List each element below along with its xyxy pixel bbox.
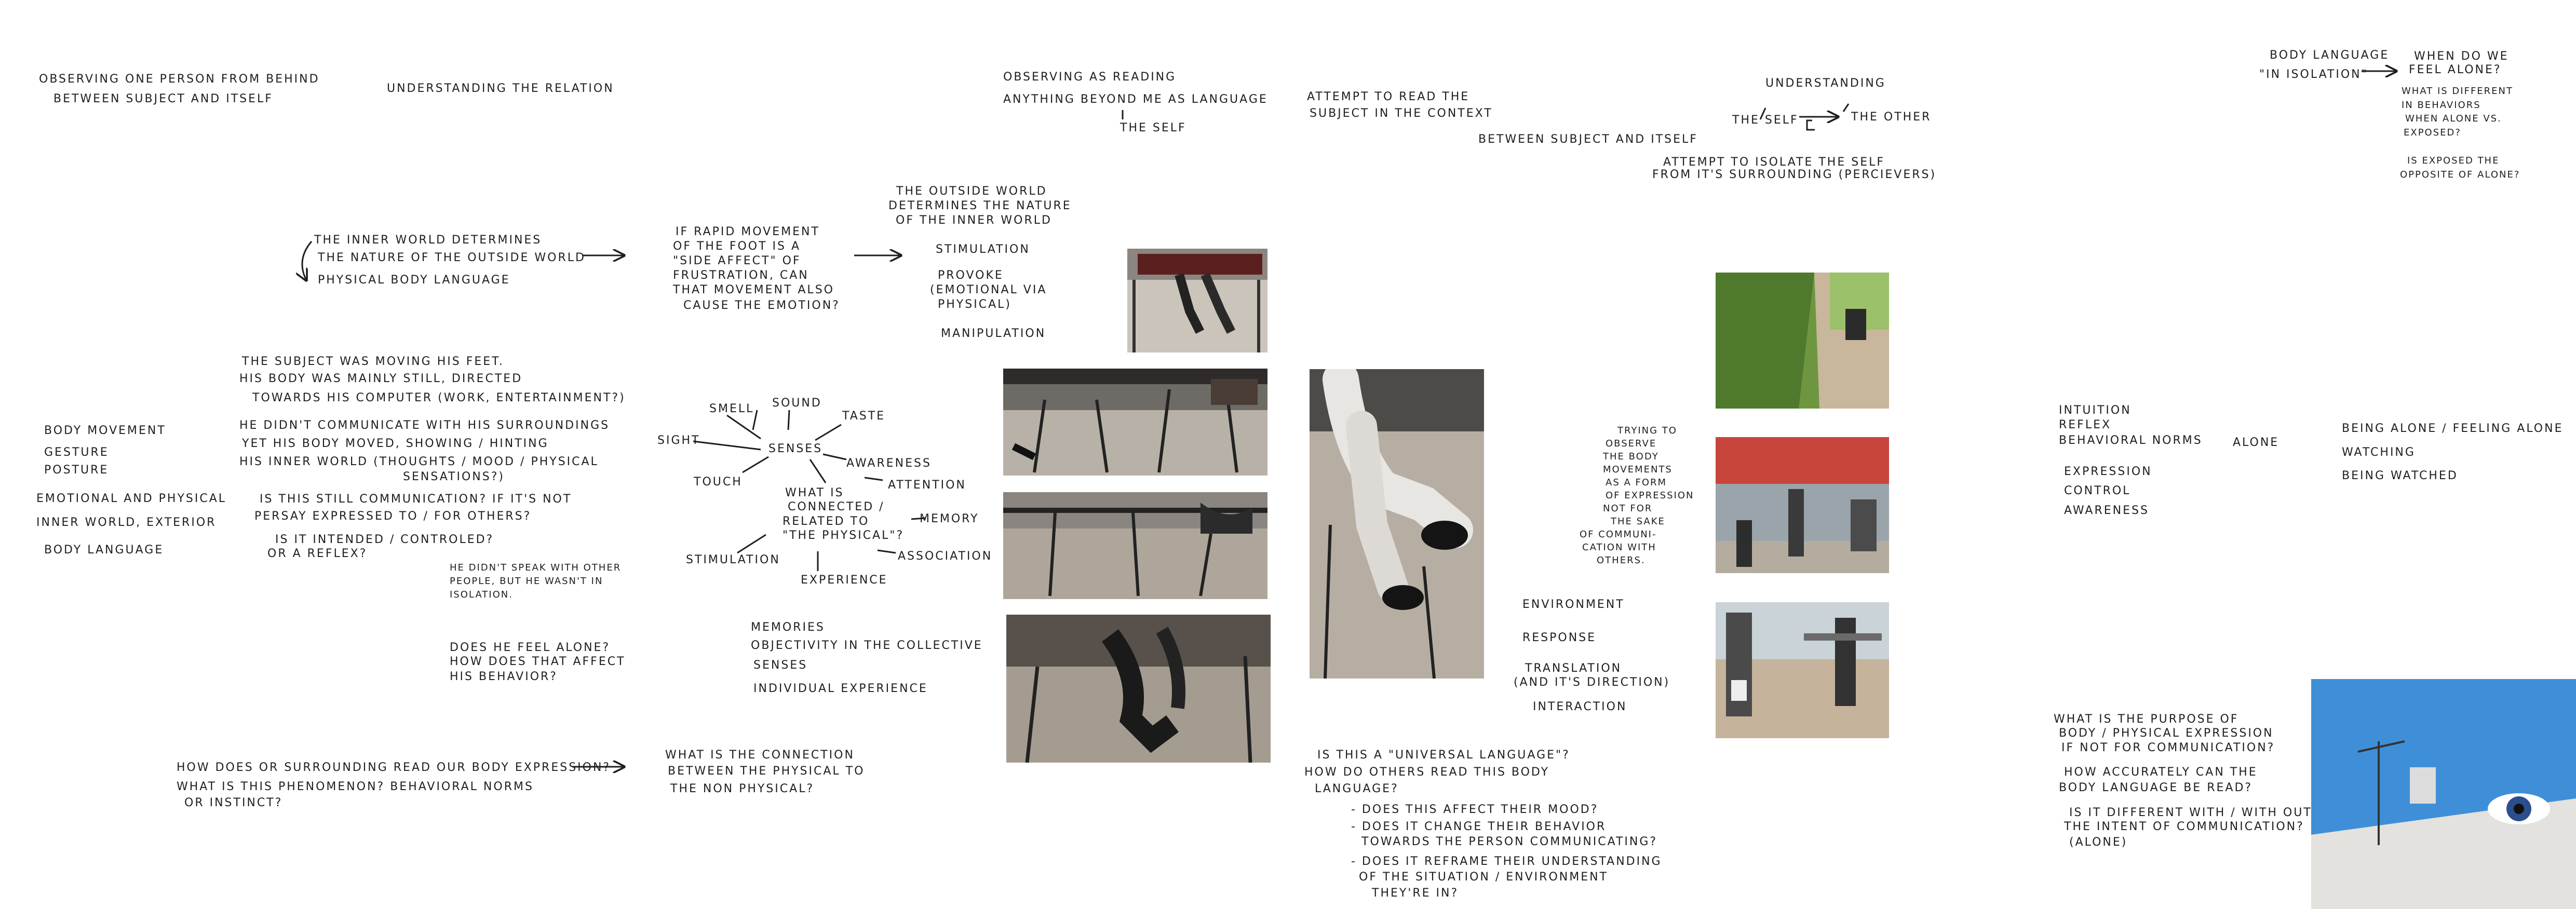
note-change-behavior-1: - DOES IT CHANGE THEIR BEHAVIOR xyxy=(1351,820,1607,833)
note-accurately-2: BODY LANGUAGE BE READ? xyxy=(2059,781,2253,794)
note-emotional-physical: EMOTIONAL AND PHYSICAL xyxy=(36,492,227,505)
photo-table-legs-1 xyxy=(1003,369,1267,476)
note-trying-5: AS A FORM xyxy=(1606,477,1667,488)
web-association: ASSOCIATION xyxy=(898,550,993,563)
note-between-subject-itself-1: BETWEEN SUBJECT AND ITSELF xyxy=(53,92,273,105)
note-manipulation: MANIPULATION xyxy=(941,327,1046,340)
note-being-watched: BEING WATCHED xyxy=(2342,469,2458,482)
note-didnt-speak-3: ISOLATION. xyxy=(450,589,513,600)
note-subject-moving-3: TOWARDS HIS COMPUTER (WORK, ENTERTAINMENT?) xyxy=(252,391,626,404)
note-intended-1: IS IT INTENDED / CONTROLED? xyxy=(275,533,494,546)
note-attempt-isolate-1: ATTEMPT TO ISOLATE THE SELF xyxy=(1663,156,1885,169)
note-didnt-comm-3: HIS INNER WORLD (THOUGHTS / MOOD / PHYSICAL xyxy=(239,455,599,468)
note-observing-as-reading: OBSERVING AS READING xyxy=(1003,71,1177,84)
note-change-behavior-2: TOWARDS THE PERSON COMMUNICATING? xyxy=(1361,835,1658,848)
note-trying-6: OF EXPRESSION xyxy=(1606,490,1694,501)
note-what-different-2: IN BEHAVIORS xyxy=(2402,100,2481,111)
note-feel-alone-1: DOES HE FEEL ALONE? xyxy=(450,641,611,654)
photo-foot-on-chair xyxy=(1006,615,1271,763)
web-what-connected-1: WHAT IS xyxy=(785,486,844,499)
note-feel-alone-3: HIS BEHAVIOR? xyxy=(450,670,558,683)
note-how-surrounding-1: HOW DOES OR SURROUNDING READ OUR BODY EXPRESSION? xyxy=(177,761,611,774)
note-what-connection-2: BETWEEN THE PHYSICAL TO xyxy=(668,765,865,778)
note-rapid-3: "SIDE AFFECT" OF xyxy=(673,254,801,267)
note-rapid-6: CAUSE THE EMOTION? xyxy=(683,299,840,312)
note-behavioral-norms: BEHAVIORAL NORMS xyxy=(2059,434,2203,447)
note-objectivity: OBJECTIVITY IN THE COLLECTIVE xyxy=(751,639,983,652)
web-stimulation: STIMULATION xyxy=(686,553,780,566)
note-purpose-1: WHAT IS THE PURPOSE OF xyxy=(2054,713,2239,726)
note-what-connection-1: WHAT IS THE CONNECTION xyxy=(665,749,855,762)
note-senses-list: SENSES xyxy=(753,659,808,672)
note-body-language-left: BODY LANGUAGE xyxy=(44,544,164,557)
note-accurately-1: HOW ACCURATELY CAN THE xyxy=(2064,766,2258,779)
note-reframe-2: OF THE SITUATION / ENVIRONMENT xyxy=(1359,871,1609,884)
note-what-different-3: WHEN ALONE VS. xyxy=(2405,113,2502,124)
note-outside-world-2: DETERMINES THE NATURE xyxy=(888,199,1072,212)
note-affect-mood: - DOES THIS AFFECT THEIR MOOD? xyxy=(1351,803,1599,816)
note-still-comm-2: PERSAY EXPRESSED TO / FOR OTHERS? xyxy=(254,510,532,523)
note-how-surrounding-2: WHAT IS THIS PHENOMENON? BEHAVIORAL NORMS xyxy=(177,780,534,793)
note-didnt-speak-1: HE DIDN'T SPEAK WITH OTHER xyxy=(450,562,622,573)
note-the-self-top: THE SELF xyxy=(1120,121,1186,134)
note-understanding: UNDERSTANDING xyxy=(1765,77,1886,90)
note-stimulation-list: STIMULATION xyxy=(936,243,1030,256)
note-physical-body-language: PHYSICAL BODY LANGUAGE xyxy=(318,274,510,287)
note-didnt-comm-2: YET HIS BODY MOVED, SHOWING / HINTING xyxy=(242,437,549,450)
note-intended-2: OR A REFLEX? xyxy=(267,547,368,560)
note-trying-10: CATION WITH xyxy=(1582,542,1656,553)
photo-feet-under-desk xyxy=(1127,249,1267,352)
note-alone: ALONE xyxy=(2233,436,2280,449)
note-expression: EXPRESSION xyxy=(2064,465,2152,478)
note-outside-world-3: OF THE INNER WORLD xyxy=(896,214,1052,227)
note-purpose-2: BODY / PHYSICAL EXPRESSION xyxy=(2059,727,2274,740)
web-memory: MEMORY xyxy=(920,512,979,525)
note-control: CONTROL xyxy=(2064,484,2131,497)
note-body-movement: BODY MOVEMENT xyxy=(44,424,166,437)
note-the-other: THE OTHER xyxy=(1851,111,1932,124)
note-gesture: GESTURE xyxy=(44,446,109,459)
note-trying-7: NOT FOR xyxy=(1603,503,1653,514)
note-translation-2: (AND IT'S DIRECTION) xyxy=(1514,676,1670,689)
note-rapid-1: IF RAPID MOVEMENT xyxy=(676,225,820,238)
web-sight: SIGHT xyxy=(657,434,700,447)
web-attention: ATTENTION xyxy=(888,479,966,492)
web-what-connected-3: RELATED TO xyxy=(783,515,870,528)
web-smell: SMELL xyxy=(709,402,754,415)
note-awareness-right: AWARENESS xyxy=(2064,504,2149,517)
note-how-surrounding-3: OR INSTINCT? xyxy=(184,796,283,809)
note-understanding-relation: UNDERSTANDING THE RELATION xyxy=(387,82,614,95)
note-when-alone-1: WHEN DO WE xyxy=(2414,50,2509,63)
note-provoke-3: PHYSICAL) xyxy=(938,298,1011,311)
photo-sky-eye-mural xyxy=(2311,679,2576,909)
note-being-alone: BEING ALONE / FEELING ALONE xyxy=(2342,422,2564,435)
note-inner-world-1: THE INNER WORLD DETERMINES xyxy=(314,234,542,247)
note-provoke-2: (EMOTIONAL VIA xyxy=(930,283,1047,296)
note-purpose-3: IF NOT FOR COMMUNICATION? xyxy=(2061,741,2275,754)
note-provoke-1: PROVOKE xyxy=(938,269,1004,282)
note-didnt-comm-1: HE DIDN'T COMMUNICATE WITH HIS SURROUNDINGS xyxy=(239,419,610,432)
web-touch: TOUCH xyxy=(694,476,743,489)
note-response: RESPONSE xyxy=(1522,631,1597,644)
note-didnt-speak-2: PEOPLE, BUT HE WASN'T IN xyxy=(450,576,603,587)
note-reflex: REFLEX xyxy=(2059,418,2112,431)
note-subject-moving-2: HIS BODY WAS MAINLY STILL, DIRECTED xyxy=(239,372,523,385)
note-rapid-5: THAT MOVEMENT ALSO xyxy=(673,283,834,296)
note-outside-world-1: THE OUTSIDE WORLD xyxy=(896,185,1047,198)
note-when-alone-2: FEEL ALONE? xyxy=(2409,63,2502,76)
note-body-language-isolation-1: BODY LANGUAGE xyxy=(2270,49,2390,62)
note-interaction: INTERACTION xyxy=(1533,700,1627,713)
note-what-different-4: EXPOSED? xyxy=(2404,127,2461,138)
note-between-subject-itself-2: BETWEEN SUBJECT AND ITSELF xyxy=(1478,133,1698,146)
note-still-comm-1: IS THIS STILL COMMUNICATION? IF IT'S NOT xyxy=(260,493,572,506)
note-inner-exterior: INNER WORLD, EXTERIOR xyxy=(36,516,217,529)
photo-seated-person-crossed-legs xyxy=(1310,369,1484,679)
web-senses-center: SENSES xyxy=(768,442,823,455)
web-awareness: AWARENESS xyxy=(846,457,932,470)
note-didnt-comm-4: SENSATIONS?) xyxy=(403,470,505,483)
note-trying-8: THE SAKE xyxy=(1611,516,1665,527)
photo-storefront-street xyxy=(1716,437,1889,573)
note-attempt-to-read-2: SUBJECT IN THE CONTEXT xyxy=(1310,107,1493,120)
note-different-intent-3: (ALONE) xyxy=(2069,836,2128,849)
note-body-language-isolation-2: "IN ISOLATION" xyxy=(2259,68,2368,81)
note-posture: POSTURE xyxy=(44,464,109,477)
note-is-exposed-2: OPPOSITE OF ALONE? xyxy=(2400,169,2520,180)
note-intuition: INTUITION xyxy=(2059,404,2132,417)
note-trying-2: OBSERVE xyxy=(1606,438,1657,449)
note-translation-1: TRANSLATION xyxy=(1525,662,1622,675)
web-what-connected-2: CONNECTED / xyxy=(788,500,885,513)
note-memories: MEMORIES xyxy=(751,621,825,634)
web-what-connected-4: "THE PHYSICAL"? xyxy=(783,529,905,542)
photo-person-at-counter xyxy=(1716,602,1889,738)
note-rapid-4: FRUSTRATION, CAN xyxy=(673,269,809,282)
note-trying-3: THE BODY xyxy=(1603,451,1659,462)
photo-hedge-path xyxy=(1716,273,1889,409)
note-watching: WATCHING xyxy=(2342,446,2416,459)
note-environment: ENVIRONMENT xyxy=(1522,598,1625,611)
note-trying-4: MOVEMENTS xyxy=(1603,464,1673,475)
note-feel-alone-2: HOW DOES THAT AFFECT xyxy=(450,655,626,668)
note-trying-9: OF COMMUNI- xyxy=(1580,529,1657,540)
note-universal-1: IS THIS A "UNIVERSAL LANGUAGE"? xyxy=(1317,749,1570,762)
note-individual-experience: INDIVIDUAL EXPERIENCE xyxy=(753,682,928,695)
note-different-intent-1: IS IT DIFFERENT WITH / WITH OUT xyxy=(2069,806,2312,819)
note-anything-beyond-me: ANYTHING BEYOND ME AS LANGUAGE xyxy=(1003,93,1268,106)
web-sound: SOUND xyxy=(772,397,822,410)
note-trying-1: TRYING TO xyxy=(1617,425,1677,436)
note-observing-one-person: OBSERVING ONE PERSON FROM BEHIND xyxy=(39,73,320,86)
note-subject-moving-1: THE SUBJECT WAS MOVING HIS FEET. xyxy=(242,355,504,368)
note-inner-world-2: THE NATURE OF THE OUTSIDE WORLD xyxy=(318,251,586,264)
photo-table-legs-2 xyxy=(1003,492,1267,599)
note-what-different-1: WHAT IS DIFFERENT xyxy=(2402,86,2514,97)
web-taste: TASTE xyxy=(842,410,886,423)
note-trying-11: OTHERS. xyxy=(1597,555,1646,566)
note-rapid-2: OF THE FOOT IS A xyxy=(673,240,801,253)
note-universal-3: LANGUAGE? xyxy=(1315,782,1399,795)
note-attempt-to-read-1: ATTEMPT TO READ THE xyxy=(1307,90,1470,103)
note-what-connection-3: THE NON PHYSICAL? xyxy=(670,782,815,795)
note-the-self: THE SELF xyxy=(1732,114,1799,127)
web-experience: EXPERIENCE xyxy=(801,574,888,587)
note-attempt-isolate-2: FROM IT'S SURROUNDING (PERCIEVERS) xyxy=(1652,168,1937,181)
note-is-exposed-1: IS EXPOSED THE xyxy=(2407,155,2500,166)
note-universal-2: HOW DO OTHERS READ THIS BODY xyxy=(1304,766,1550,779)
note-reframe-3: THEY'RE IN? xyxy=(1372,887,1459,900)
note-reframe-1: - DOES IT REFRAME THEIR UNDERSTANDING xyxy=(1351,855,1662,868)
note-different-intent-2: THE INTENT OF COMMUNICATION? xyxy=(2064,820,2304,833)
